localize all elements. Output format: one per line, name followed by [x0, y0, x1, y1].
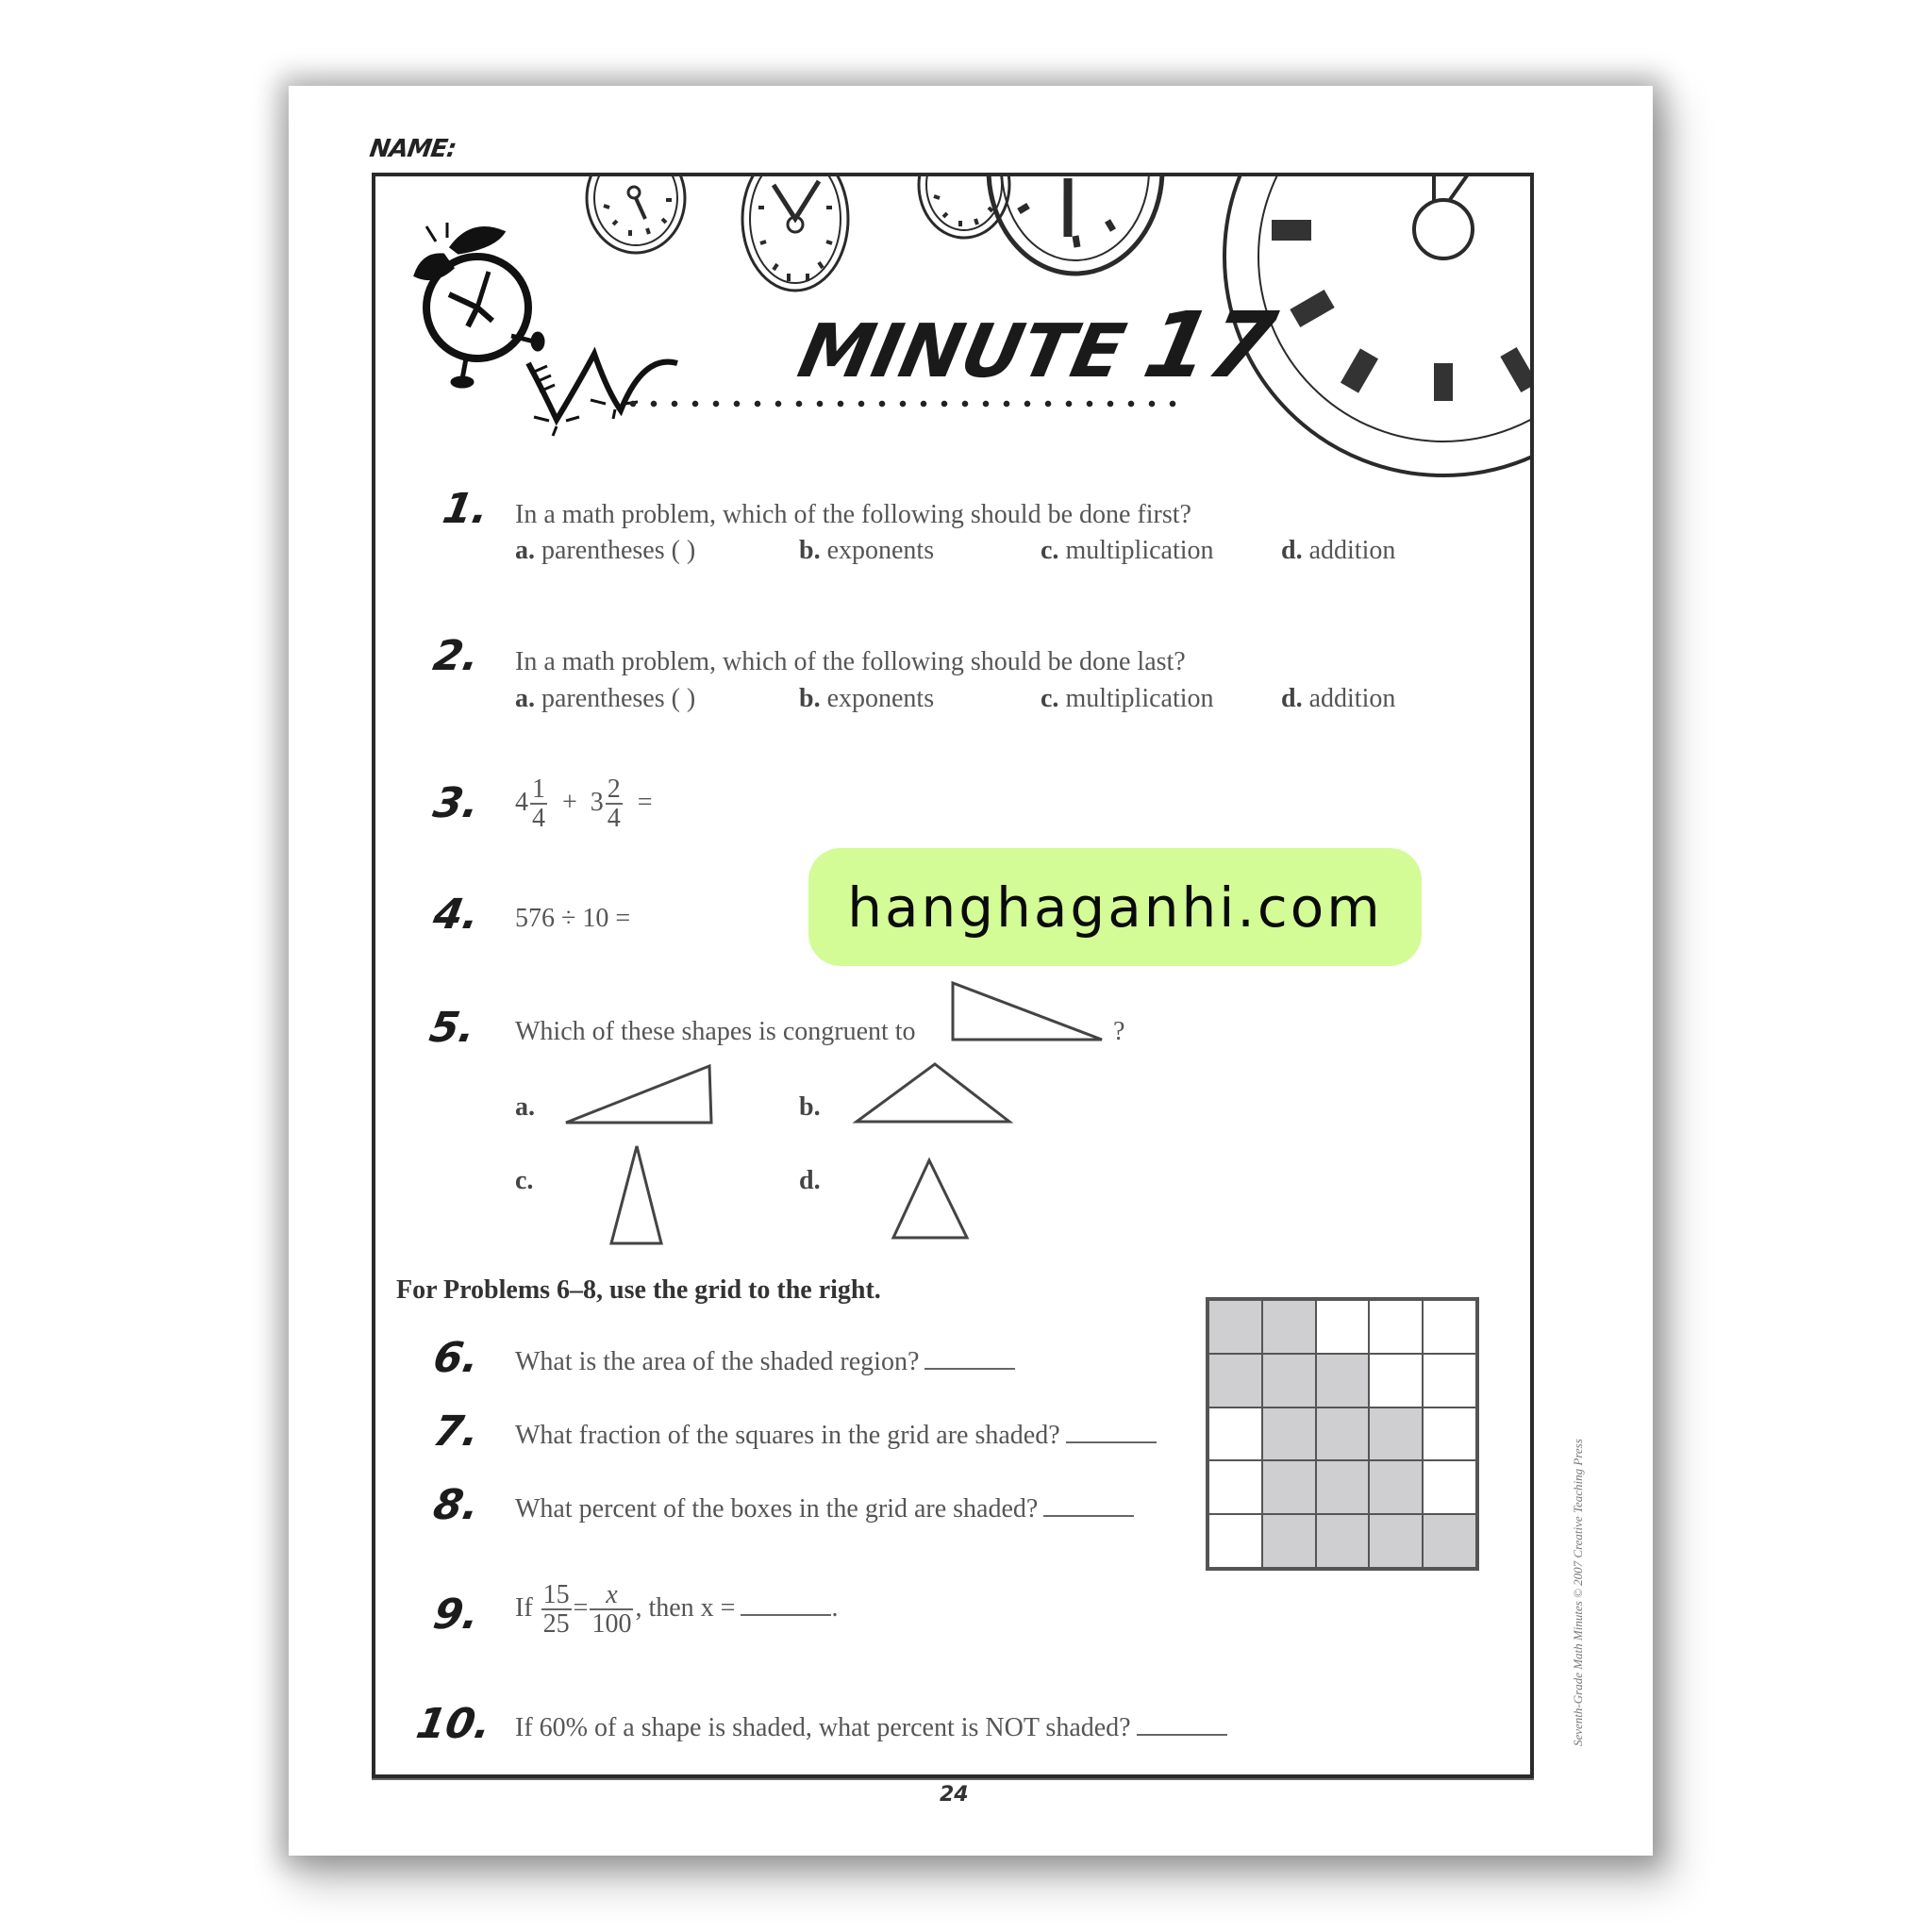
- option-label: addition: [1308, 684, 1396, 713]
- question-number: 8.: [429, 1481, 483, 1529]
- grid-cell-shaded: [1422, 1513, 1477, 1569]
- grid-cell-shaded: [1315, 1407, 1371, 1462]
- page-number: 24: [940, 1783, 969, 1807]
- option-label: multiplication: [1065, 684, 1214, 713]
- option-letter: a.: [515, 1092, 535, 1122]
- grid-cell: [1422, 1299, 1477, 1355]
- name-label: NAME:: [367, 135, 458, 163]
- grid-cell: [1315, 1299, 1371, 1355]
- option-label: parentheses ( ): [541, 536, 696, 565]
- question-number: 6.: [429, 1334, 483, 1382]
- option-letter: c.: [515, 1166, 534, 1195]
- triangle-c-icon: [611, 1146, 661, 1243]
- answer-blank[interactable]: [1137, 1732, 1227, 1736]
- option-letter: a.: [515, 684, 535, 713]
- grid-cell: [1208, 1407, 1263, 1462]
- grid-cell-shaded: [1208, 1353, 1263, 1408]
- question-number: 9.: [429, 1591, 483, 1639]
- grid-cell-shaded: [1368, 1513, 1424, 1569]
- grid-cell-shaded: [1315, 1353, 1371, 1408]
- grid-cell-shaded: [1261, 1459, 1317, 1515]
- grid-cell-shaded: [1261, 1353, 1317, 1408]
- option-letter: b.: [799, 536, 821, 565]
- grid-cell-shaded: [1208, 1299, 1263, 1355]
- grid-cell-shaded: [1315, 1513, 1371, 1569]
- question-text: In a math problem, which of the following should be done first?: [515, 500, 1191, 529]
- answer-blank[interactable]: [1043, 1513, 1134, 1517]
- question-number: 3.: [429, 779, 483, 827]
- title-word: MINUTE: [791, 309, 1132, 394]
- option-letter: c.: [1041, 536, 1059, 565]
- grid-cell: [1368, 1353, 1424, 1408]
- question-text: 576 ÷ 10 =: [515, 904, 631, 933]
- question-number: 7.: [429, 1407, 483, 1456]
- option-letter: d.: [1281, 684, 1303, 713]
- grid-cell: [1368, 1299, 1424, 1355]
- option-label: addition: [1308, 536, 1396, 565]
- option-letter: d.: [1281, 536, 1303, 565]
- proportion-expression: If $\frac{15}{25}$ = $\frac{x}{100}$ , then x = .: [515, 1580, 839, 1640]
- grid-cell: [1422, 1407, 1477, 1462]
- grid-cell: [1208, 1459, 1263, 1515]
- answer-blank[interactable]: [741, 1612, 831, 1616]
- grid-cell-shaded: [1261, 1513, 1317, 1569]
- question-text: What fraction of the squares in the grid are shaded?: [515, 1423, 1157, 1449]
- grid-cell: [1208, 1513, 1263, 1569]
- grid-cell: [1422, 1353, 1477, 1408]
- mixed-number-expression: 4 $\frac{1}{4}$ + 3 $\frac{2}{4}$ =: [515, 774, 653, 834]
- grid-cell-shaded: [1368, 1407, 1424, 1462]
- answer-blank[interactable]: [924, 1366, 1015, 1370]
- copyright-text: Seventh-Grade Math Minutes © 2007 Creative Teaching Press: [1571, 1439, 1585, 1746]
- question-text: What percent of the boxes in the grid are shaded?: [515, 1496, 1134, 1523]
- option-label: exponents: [826, 536, 935, 565]
- triangle-d-icon: [893, 1160, 967, 1238]
- grid-cell-shaded: [1368, 1459, 1424, 1515]
- triangle-b-icon: [857, 1064, 1009, 1122]
- question-number: 4.: [429, 891, 483, 939]
- option-letter: b.: [799, 684, 821, 713]
- question-text: What is the area of the shaded region?: [515, 1349, 1015, 1375]
- option-letter: c.: [1041, 684, 1059, 713]
- grid-cell-shaded: [1261, 1407, 1317, 1462]
- question-number: 10.: [412, 1700, 495, 1748]
- question-text: In a math problem, which of the following should be done last?: [515, 647, 1186, 676]
- grid-cell: [1422, 1459, 1477, 1515]
- question-number: 1.: [439, 485, 492, 533]
- grid-cell-shaded: [1261, 1299, 1317, 1355]
- question-text: If 60% of a shape is shaded, what percent is NOT shaded?: [515, 1715, 1227, 1741]
- question-suffix: ?: [1113, 1017, 1125, 1046]
- triangle-a-icon: [566, 1066, 711, 1123]
- option-letter: b.: [799, 1092, 821, 1122]
- option-letter: d.: [799, 1166, 821, 1195]
- question-number: 5.: [425, 1004, 479, 1052]
- option-label: multiplication: [1065, 536, 1214, 565]
- option-label: parentheses ( ): [541, 684, 696, 713]
- question-text: Which of these shapes is congruent to: [515, 1017, 916, 1046]
- title-number: 17: [1135, 292, 1285, 398]
- watermark-text: hanghaganhi.com: [847, 874, 1383, 940]
- reference-triangle-icon: [953, 983, 1102, 1040]
- answer-blank[interactable]: [1066, 1440, 1157, 1443]
- question-number: 2.: [429, 632, 483, 680]
- option-label: exponents: [826, 684, 935, 713]
- shaded-grid: [1206, 1297, 1479, 1571]
- grid-cell-shaded: [1315, 1459, 1371, 1515]
- instruction-text: For Problems 6–8, use the grid to the right.: [396, 1275, 881, 1305]
- option-letter: a.: [515, 536, 535, 565]
